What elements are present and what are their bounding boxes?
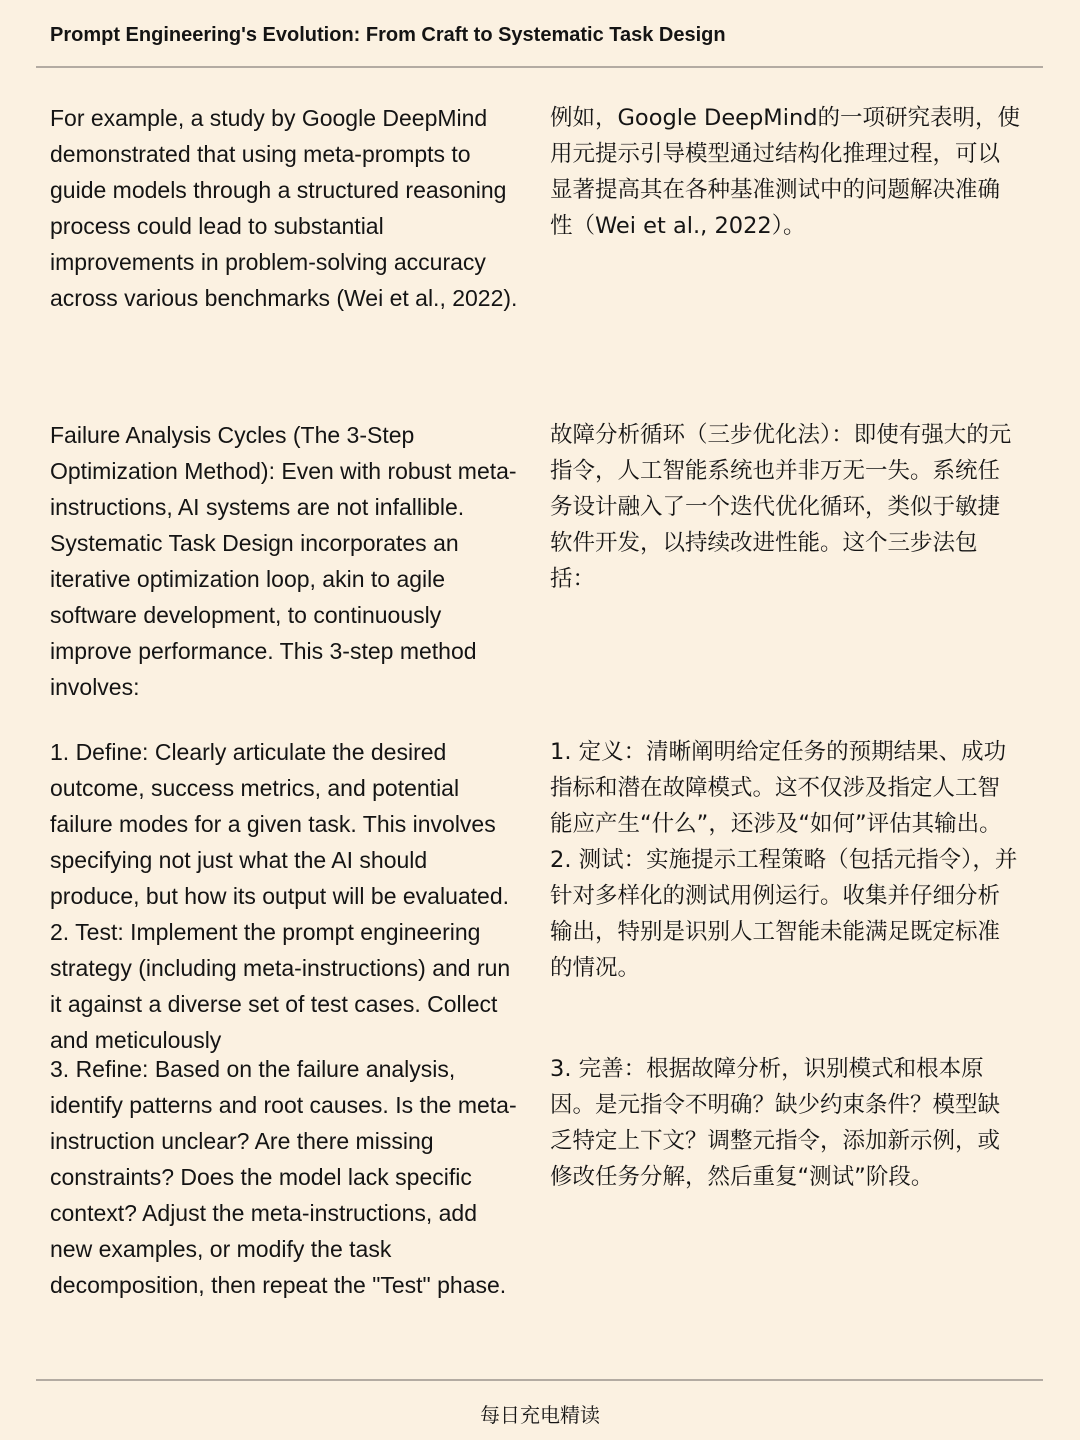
paragraph-en-1: For example, a study by Google DeepMind demonstrated that using meta-prompts to guide models through a structured reasoning process could lead to substantial improvements in problem-solving accuracy across various benchmarks (Wei et al., 2022). [50, 105, 518, 311]
footer-caption: 每日充电精读 [480, 1403, 600, 1427]
page-title: Prompt Engineering's Evolution: From Craft to Systematic Task Design [50, 24, 726, 46]
paragraph-zh-4: 3. 完善：根据故障分析，识别模式和根本原因。是元指令不明确？缺少约束条件？模型缺乏特定上下文？调整元指令，添加新示例，或修改任务分解，然后重复“测试”阶段。 [550, 1056, 1001, 1190]
paragraph-en-4: 3. Refine: Based on the failure analysis, identify patterns and root causes. Is the meta-instruction unclear? Are there missing constraints? Does the model lack specific context? Adjust the meta-instructions, add new examples, or modify the task decomposition, then repeat the "Test" phase. [50, 1056, 517, 1298]
paragraph-en-3: 1. Define: Clearly articulate the desired outcome, success metrics, and potential failure modes for a given task. This involves specifying not just what the AI should produce, but how its output will be evaluated. 2. Test: Implement the prompt engineering strategy (including meta-instructions) and run it against a diverse set of test cases. Collect and meticulously [50, 739, 511, 1053]
paragraph-zh-1: 例如，Google DeepMind的一项研究表明，使用元提示引导模型通过结构化推理过程，可以显著提高其在各种基准测试中的问题解决准确性（Wei et al., 2022）。 [550, 105, 1020, 239]
paragraph-zh-3: 1. 定义：清晰阐明给定任务的预期结果、成功指标和潜在故障模式。这不仅涉及指定人工智能应产生“什么”，还涉及“如何”评估其输出。2. 测试：实施提示工程策略（包括元指令），并针对多样化的测试用例运行。收集并仔细分析输出，特别是识别人工智能未能满足既定标准的情况。 [550, 739, 1018, 981]
header-divider [36, 66, 1043, 68]
paragraph-zh-2: 故障分析循环（三步优化法）：即使有强大的元指令，人工智能系统也并非万无一失。系统任务设计融入了一个迭代优化循环，类似于敏捷软件开发，以持续改进性能。这个三步法包括： [550, 422, 1012, 592]
footer-divider [36, 1379, 1043, 1381]
paragraph-en-2: Failure Analysis Cycles (The 3-Step Optimization Method): Even with robust meta-instructions, AI systems are not infallible. Systematic Task Design incorporates an iterative optimization loop, akin to agile software development, to continuously improve performance. This 3-step method involves: [50, 422, 517, 700]
